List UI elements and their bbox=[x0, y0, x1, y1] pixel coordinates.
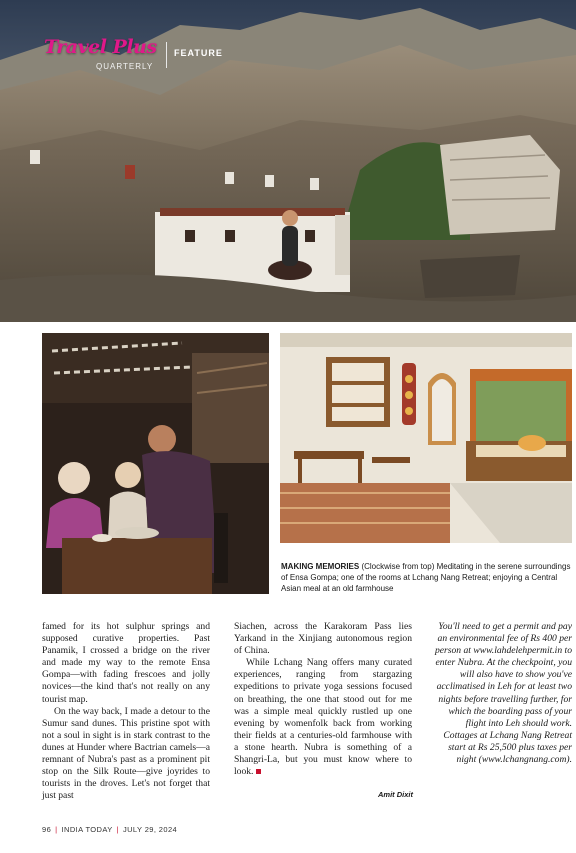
farmhouse-meal-illustration bbox=[42, 333, 269, 594]
article-column-2 bbox=[234, 621, 412, 778]
sidebar-info bbox=[432, 621, 572, 766]
publication-name: INDIA TODAY bbox=[61, 825, 113, 834]
article-paragraph: Siachen, across the Karakoram Pass lies Yarkand in the Xinjiang autonomous region of China. bbox=[234, 621, 412, 657]
end-mark-icon bbox=[256, 769, 261, 774]
author-byline: Amit Dixit bbox=[378, 790, 414, 799]
caption-text: (Clockwise from top) Meditating in the serene surroundings of Ensa Gompa; one of the rooms at Lchang Nang Retreat; enjoying a Central Asian meal at an old farmhouse bbox=[281, 562, 571, 593]
footer-divider: | bbox=[55, 825, 58, 834]
meal-photo bbox=[42, 333, 269, 594]
issue-date: JULY 29, 2024 bbox=[122, 825, 178, 834]
article-paragraph: On the way back, I made a detour to the Sumur sand dunes. This pristine spot with not a soul in sight is in stark contrast to the dunes at Hunder where Bactrian camels—a remnant of Nubra's past as a prominent pit stop on the Silk Route—give joyrides to tourists in the droves. Let's not forget that just past bbox=[42, 705, 210, 802]
section-label: FEATURE bbox=[174, 48, 223, 58]
page-number: 96 bbox=[42, 825, 52, 834]
article-column-1 bbox=[42, 621, 210, 802]
article-paragraph-final bbox=[234, 657, 412, 778]
footer-divider: | bbox=[116, 825, 119, 834]
page-footer bbox=[42, 825, 177, 834]
brand-logo: Travel Plus bbox=[44, 36, 157, 58]
brand-divider bbox=[166, 42, 167, 68]
photo-caption bbox=[281, 561, 573, 594]
brand-subtitle: QUARTERLY bbox=[96, 62, 154, 71]
caption-title: MAKING MEMORIES bbox=[281, 562, 360, 571]
article-paragraph-text: While Lchang Nang offers many curated experiences, ranging from stargazing expeditions to private yoga sessions focused on breathing, the one that stood out for me was a simple meal quickly rustled up one evening by womenfolk back from working their fields at a centuries-old farmhouse with a stone hearth. Nubra is something of a Shangri-La, but you must know where to look. bbox=[234, 657, 412, 778]
hero-photo bbox=[0, 0, 576, 322]
room-photo bbox=[280, 333, 572, 543]
retreat-room-illustration bbox=[280, 333, 572, 543]
sidebar-text: You'll need to get a permit and pay an environmental fee of Rs 400 per person at www.lahdelehpermit.in to enter Nubra. At the checkpoint, you will also have to show you've acclimatised in Leh for at least two nights before travelling further, for which the boarding pass of your flight into Leh should work. Cottages at Lchang Nang Retreat start at Rs 25,500 plus taxes per night (www.lchangnang.com). bbox=[434, 621, 572, 766]
article-paragraph: famed for its hot sulphur springs and supposed curative properties. Past Panamik, I crossed a bridge on the river and made my way to the remote Ensa Gompa—with fading frescoes and jolly novices—the kind that's not really on any tourist map. bbox=[42, 621, 210, 705]
